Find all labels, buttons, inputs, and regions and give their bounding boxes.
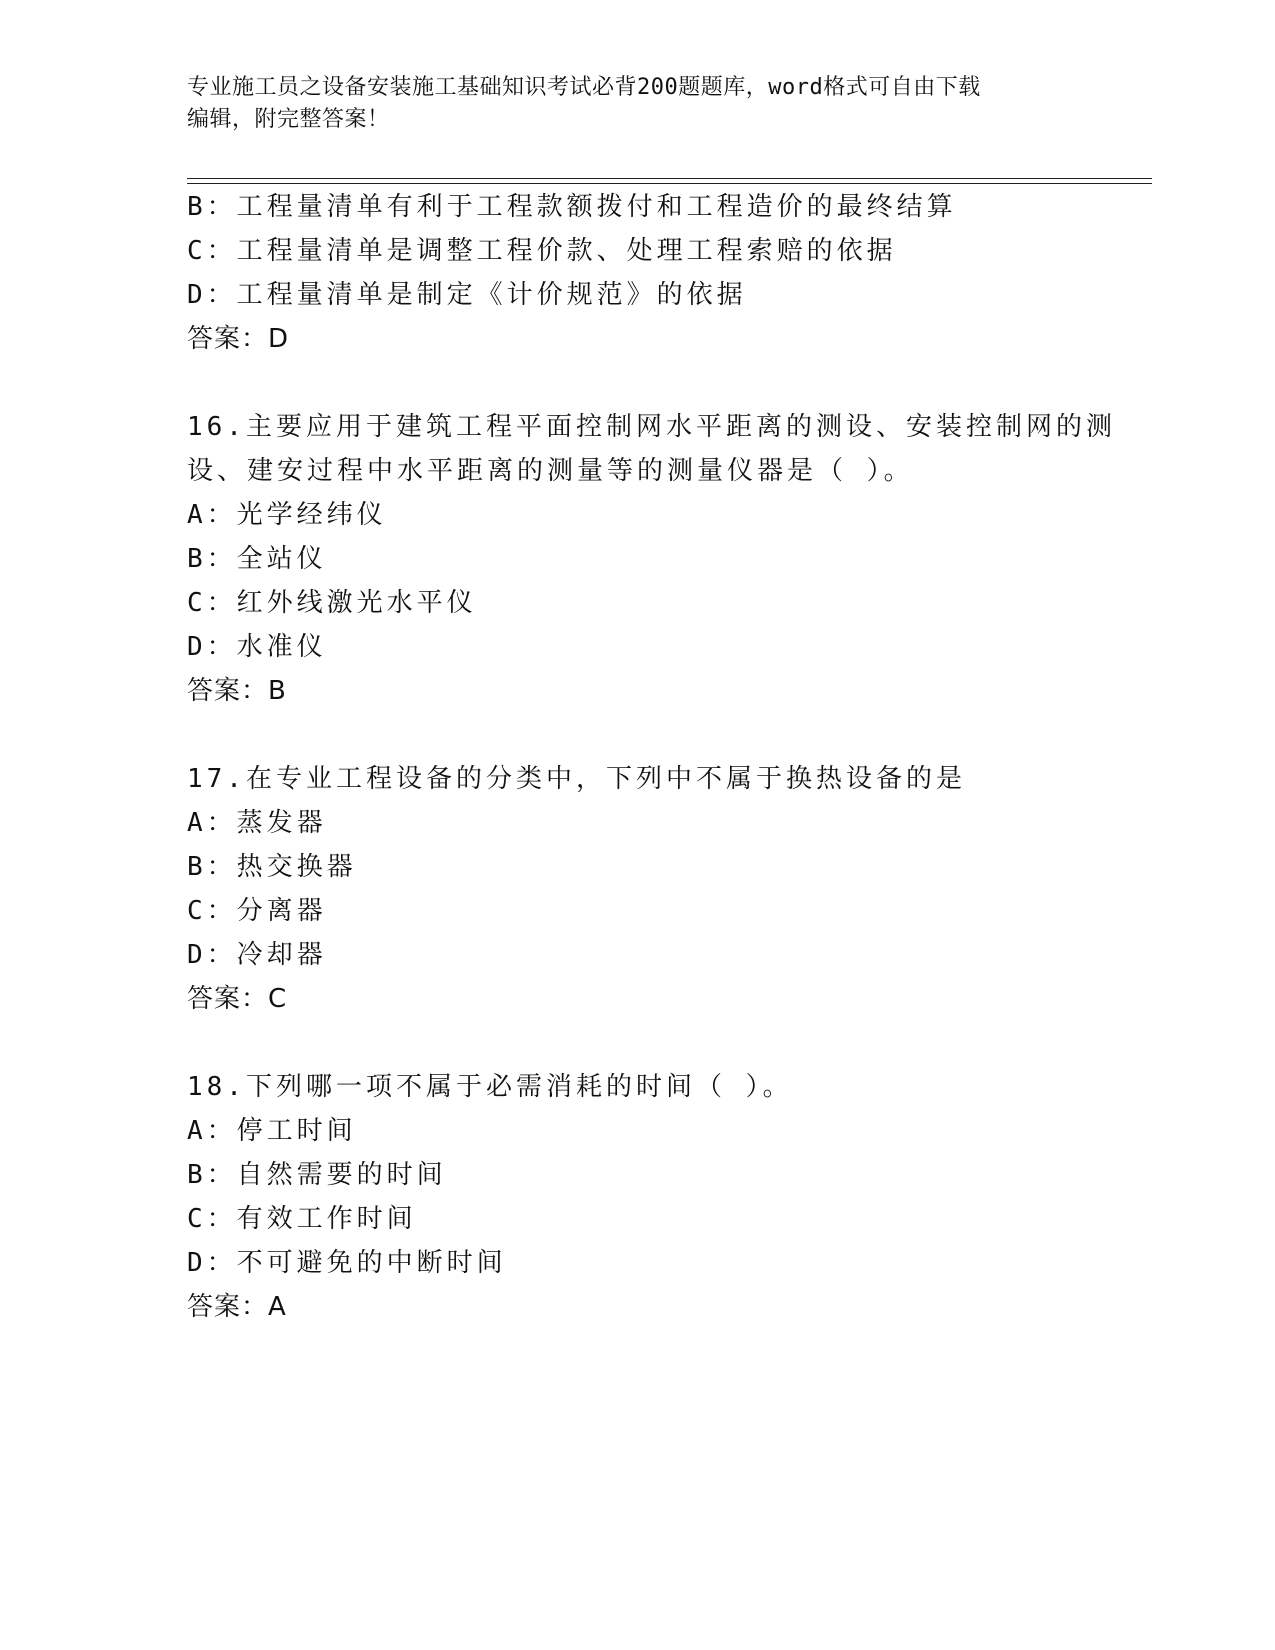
q18-question-line-1: 18.下列哪一项不属于必需消耗的时间（ ）。 [187,1072,793,1102]
q17-option-c: C：分离器 [187,896,327,926]
header-line-2: 编辑，附完整答案！ [187,107,390,132]
q16-option-c: C：红外线激光水平仪 [187,588,477,618]
q17-option-b: B：热交换器 [187,852,357,882]
q18-option-a: A：停工时间 [187,1116,357,1146]
q17-answer: 答案：C [187,984,288,1014]
header-divider-bottom [187,183,1152,184]
q15-answer: 答案：D [187,324,290,354]
q17-question-line-1: 17.在专业工程设备的分类中，下列中不属于换热设备的是 [187,764,966,794]
q16-option-b: B：全站仪 [187,544,327,574]
header-divider-top [187,178,1152,179]
q15-option-d: D：工程量清单是制定《计价规范》的依据 [187,280,747,310]
q16-answer: 答案：B [187,676,287,706]
q17-option-a: A：蒸发器 [187,808,327,838]
document-header [187,72,1067,136]
q18-answer: 答案：A [187,1292,287,1322]
q17-option-d: D：冷却器 [187,940,327,970]
q18-option-d: D：不可避免的中断时间 [187,1248,507,1278]
q16-question-line-1: 16.主要应用于建筑工程平面控制网水平距离的测设、安装控制网的测 [187,412,1116,442]
q18-option-c: C：有效工作时间 [187,1204,417,1234]
q15-option-b: B：工程量清单有利于工程款额拨付和工程造价的最终结算 [187,192,957,222]
q16-question-line-2: 设、建安过程中水平距离的测量等的测量仪器是（ ）。 [187,456,914,486]
q15-option-c: C：工程量清单是调整工程价款、处理工程索赔的依据 [187,236,897,266]
q16-option-a: A：光学经纬仪 [187,500,387,530]
q16-option-d: D：水准仪 [187,632,327,662]
header-line-1: 专业施工员之设备安装施工基础知识考试必背200题题库，word格式可自由下载 [187,75,981,100]
q18-option-b: B：自然需要的时间 [187,1160,447,1190]
